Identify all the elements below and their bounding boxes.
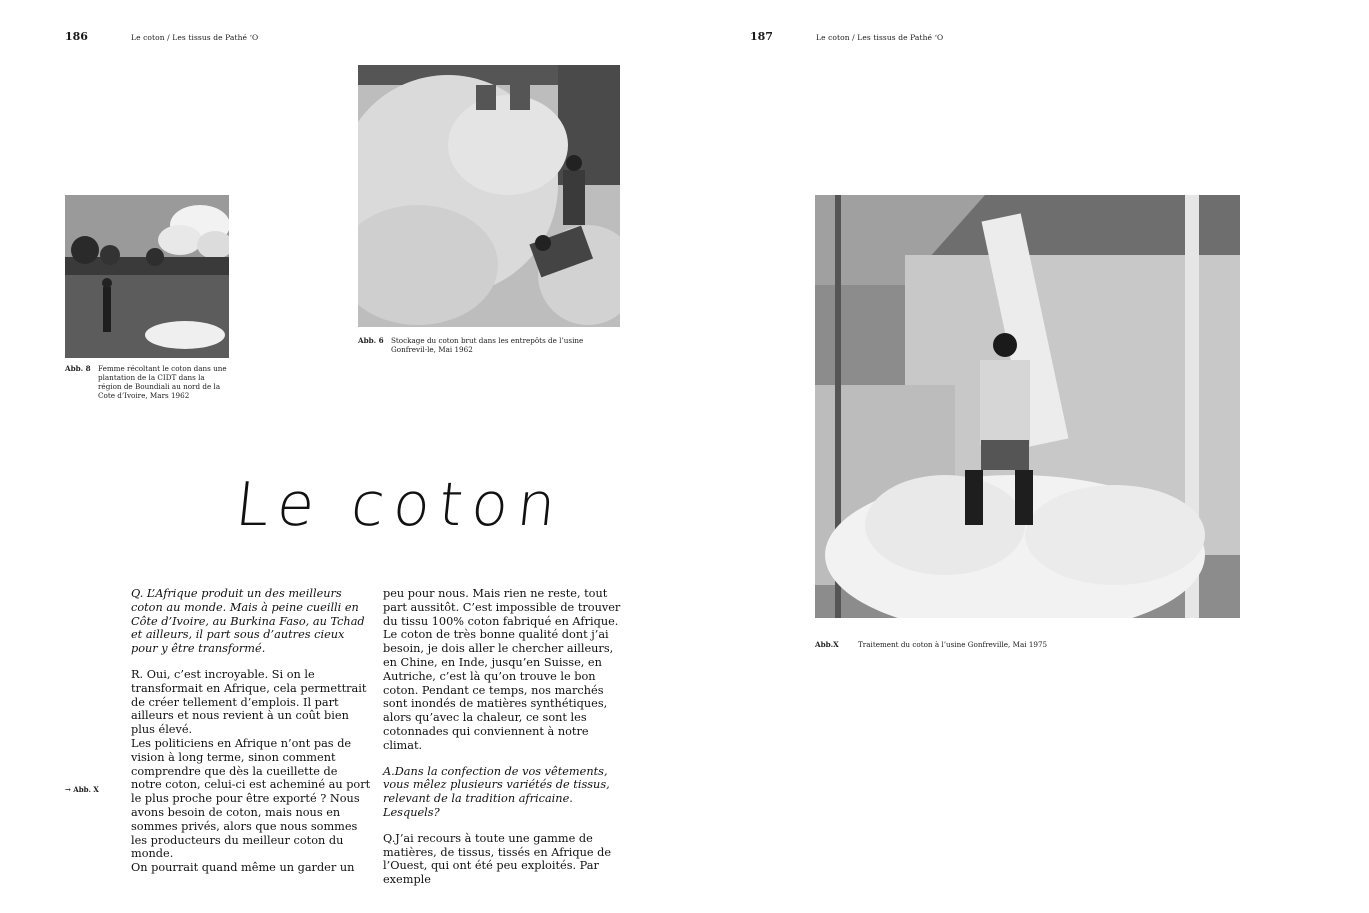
caption-abb8-label: Abb. 8 [65, 364, 91, 373]
answer-1-continued: Les politiciens en Afrique n’ont pas de vision à long terme, sinon comment comprendre que dès la cueillette de notre coton, celui-ci est acheminé au port le plus proche pour être exporté ? Nous avons besoin de coton, mais nous en sommes privés, alors que nous sommes les producteurs du meilleur coton du monde. [131, 736, 371, 861]
caption-abbx [815, 640, 1240, 652]
caption-abbx-label: Abb.X [815, 640, 839, 649]
caption-abb8 [65, 364, 229, 404]
page-number-left: 186 [65, 30, 88, 43]
answer-1: R. Oui, c’est incroyable. Si on le transformait en Afrique, cela permettrait de créer tellement d’emplois. Il part ailleurs et nous revient à un coût bien plus élevé. [131, 667, 367, 737]
running-head-left: Le coton / Les tissus de Pathé ‘O [131, 33, 259, 42]
page-number-right: 187 [750, 30, 773, 43]
caption-abb8-text: Femme récoltant le coton dans une plantation de la CIDT dans la région de Boundiali au nord de la Cote d’Ivoire, Mars 1962 [98, 364, 227, 400]
question-2: A.Dans la confection de vos vêtements, vous mêlez plusieurs variétés de tissus, relevant de la tradition africaine. Lesquels? [383, 764, 610, 819]
photo-cotton-processing [815, 195, 1240, 618]
article-column-1 [131, 587, 371, 875]
article-column-2 [383, 587, 623, 887]
answer-1-end: On pourrait quand même un garder un [131, 861, 355, 875]
photo-cotton-harvest [65, 195, 229, 358]
margin-note-abb-x: → Abb. X [65, 785, 99, 794]
photo-cotton-storage [358, 65, 620, 327]
answer-1-cont-col2b: Le coton de très bonne qualité dont j’ai besoin, je dois aller le chercher ailleurs, en Chine, en Inde, jusqu’en Suisse, en Autriche, c’est là qu’on trouve le bon coton. Pendant ce temps, nos marchés sont inondés de matières synthétiques, alors qu’avec la chaleur, ce sont les cotonnades qui conviennent à notre climat. [383, 628, 614, 752]
running-head-right: Le coton / Les tissus de Pathé ‘O [816, 33, 944, 42]
answer-1-cont-col2: peu pour nous. Mais rien ne reste, tout part aussitôt. C’est impossible de trouver du tissu 100% coton fabriqué en Afrique. [383, 587, 621, 628]
question-1: Q. L’Afrique produit un des meilleurs coton au monde. Mais à peine cueilli en Côte d’Ivoire, au Burkina Faso, au Tchad et ailleurs, il part sous d’autres cieux pour y être transformé. [131, 587, 365, 656]
answer-2: Q.J’ai recours à toute une gamme de matières, de tissus, tissés en Afrique de l’Ouest, qui ont été peu exploités. Par exemple [383, 831, 612, 887]
article-headline: Le coton [232, 470, 569, 540]
caption-abb6-text: Stockage du coton brut dans les entrepôts de l’usine Gonfrevil-le, Mai 1962 [391, 336, 584, 354]
caption-abbx-text: Traitement du coton à l’usine Gonfreville, Mai 1975 [858, 640, 1048, 649]
caption-abb6 [358, 336, 620, 356]
caption-abb6-label: Abb. 6 [358, 336, 384, 345]
